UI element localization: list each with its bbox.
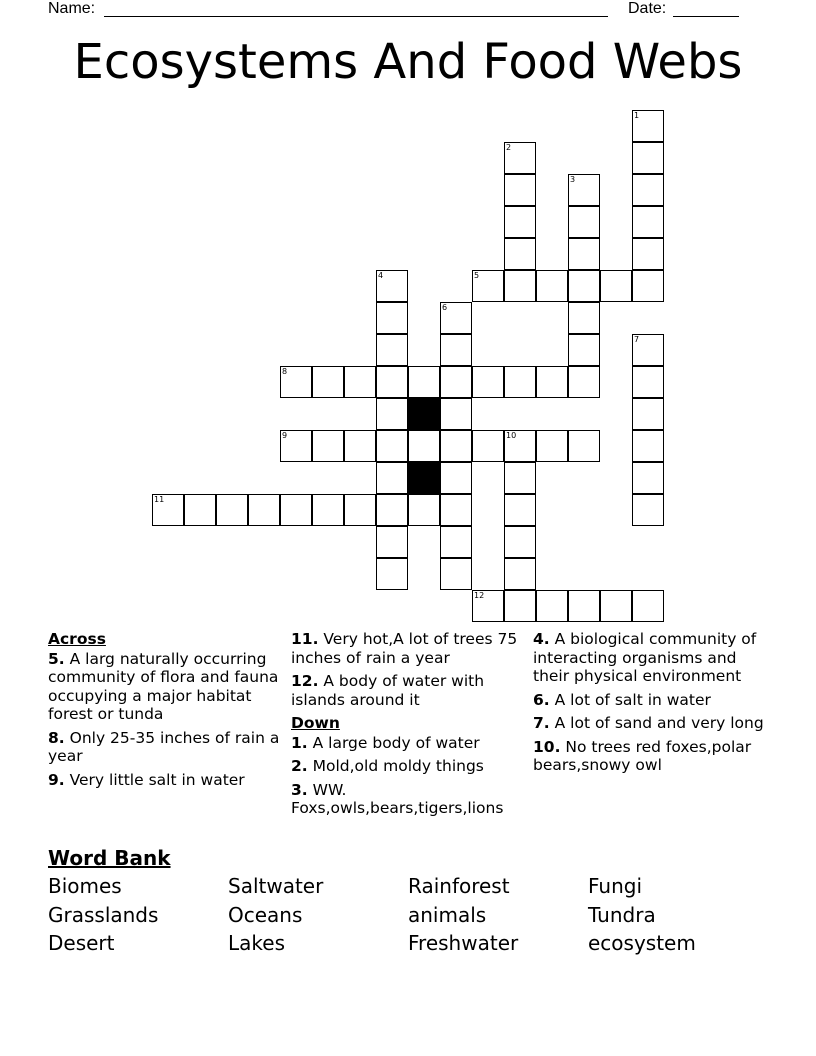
grid-cell[interactable]	[248, 494, 280, 526]
grid-cell[interactable]	[536, 366, 568, 398]
word-bank-word: Freshwater	[408, 931, 519, 955]
clue-number: 11	[154, 495, 165, 504]
grid-cell[interactable]	[376, 398, 408, 430]
grid-cell[interactable]	[568, 238, 600, 270]
grid-cell[interactable]	[440, 430, 472, 462]
word-bank-word: Rainforest	[408, 874, 510, 898]
date-label: Date:	[628, 0, 667, 17]
clue-number: 2	[506, 143, 512, 152]
grid-cell[interactable]	[440, 526, 472, 558]
grid-cell[interactable]	[536, 430, 568, 462]
clue-across-12: 12. A body of water with islands around it	[291, 672, 485, 709]
grid-cell[interactable]	[632, 430, 664, 462]
clue-across-11: 11. Very hot,A lot of trees 75 inches of rain a year	[291, 630, 518, 667]
grid-cell[interactable]	[376, 366, 408, 398]
clue-number: 7	[634, 335, 640, 344]
grid-cell[interactable]	[600, 270, 632, 302]
word-bank-word: Biomes	[48, 874, 122, 898]
grid-cell[interactable]	[504, 206, 536, 238]
word-bank-title: Word Bank	[48, 846, 171, 870]
grid-cell[interactable]	[504, 238, 536, 270]
grid-cell[interactable]	[632, 174, 664, 206]
grid-cell[interactable]	[376, 462, 408, 494]
grid-cell[interactable]	[568, 174, 600, 206]
clues-column-2	[291, 630, 525, 823]
word-bank-word: Desert	[48, 931, 115, 955]
grid-cell[interactable]	[504, 494, 536, 526]
grid-cell[interactable]	[472, 590, 504, 622]
grid-cell[interactable]	[408, 430, 440, 462]
grid-cell[interactable]	[440, 302, 472, 334]
grid-cell[interactable]	[440, 334, 472, 366]
clue-number: 10	[506, 431, 517, 440]
grid-cell[interactable]	[472, 430, 504, 462]
name-label: Name:	[48, 0, 96, 17]
grid-cell[interactable]	[632, 590, 664, 622]
clue-number: 3	[570, 175, 576, 184]
grid-cell[interactable]	[280, 430, 312, 462]
clue-number: 8	[282, 367, 288, 376]
grid-cell[interactable]	[408, 366, 440, 398]
grid-cell[interactable]	[568, 430, 600, 462]
grid-cell[interactable]	[472, 366, 504, 398]
grid-cell[interactable]	[536, 270, 568, 302]
grid-cell[interactable]	[440, 398, 472, 430]
grid-cell[interactable]	[632, 270, 664, 302]
grid-cell[interactable]	[280, 494, 312, 526]
grid-cell[interactable]	[504, 590, 536, 622]
grid-cell[interactable]	[568, 206, 600, 238]
grid-cell-blocked	[408, 462, 440, 494]
clue-down-7: 7. A lot of sand and very long	[533, 714, 764, 732]
grid-cell[interactable]	[376, 302, 408, 334]
clue-down-4: 4. A biological community of interacting organisms and their physical environment	[533, 630, 757, 685]
grid-cell[interactable]	[376, 270, 408, 302]
grid-cell[interactable]	[344, 494, 376, 526]
clue-number: 9	[282, 431, 288, 440]
grid-cell[interactable]	[216, 494, 248, 526]
grid-cell[interactable]	[152, 494, 184, 526]
grid-cell[interactable]	[504, 462, 536, 494]
clue-down-2: 2. Mold,old moldy things	[291, 757, 484, 775]
grid-cell[interactable]	[568, 302, 600, 334]
grid-cell[interactable]	[312, 494, 344, 526]
clue-number: 1	[634, 111, 640, 120]
grid-cell[interactable]	[632, 398, 664, 430]
page-title: Ecosystems And Food Webs	[73, 34, 743, 90]
grid-cell[interactable]	[632, 238, 664, 270]
grid-cell[interactable]	[632, 334, 664, 366]
word-bank-word: Lakes	[228, 931, 285, 955]
across-heading: Across	[48, 630, 106, 648]
clue-number: 12	[474, 591, 485, 600]
grid-cell[interactable]	[504, 174, 536, 206]
clue-number: 4	[378, 271, 384, 280]
grid-cell[interactable]	[504, 558, 536, 590]
grid-cell[interactable]	[568, 334, 600, 366]
word-bank-word: Oceans	[228, 903, 303, 927]
grid-cell[interactable]	[504, 270, 536, 302]
clue-down-1: 1. A large body of water	[291, 733, 480, 752]
grid-cell[interactable]	[568, 366, 600, 398]
grid-cell[interactable]	[632, 142, 664, 174]
grid-cell[interactable]	[504, 366, 536, 398]
grid-cell[interactable]	[568, 270, 600, 302]
grid-cell[interactable]	[504, 526, 536, 558]
grid-cell-blocked	[408, 398, 440, 430]
grid-cell[interactable]	[632, 110, 664, 142]
clue-down-10: 10. No trees red foxes,polar bears,snowy owl	[533, 737, 752, 774]
grid-cell[interactable]	[312, 430, 344, 462]
grid-cell[interactable]	[632, 462, 664, 494]
word-bank-word: Tundra	[588, 903, 656, 927]
word-bank-word: Saltwater	[228, 874, 324, 898]
grid-cell[interactable]	[408, 494, 440, 526]
grid-cell[interactable]	[280, 366, 312, 398]
down-heading: Down	[291, 714, 340, 732]
word-bank-word: animals	[408, 903, 487, 927]
grid-cell[interactable]	[440, 462, 472, 494]
grid-cell[interactable]	[600, 590, 632, 622]
grid-cell[interactable]	[440, 366, 472, 398]
grid-cell[interactable]	[440, 494, 472, 526]
clue-number: 5	[474, 271, 480, 280]
word-bank-word: Fungi	[588, 874, 643, 898]
grid-cell[interactable]	[376, 334, 408, 366]
clues-column-3	[533, 630, 767, 780]
grid-cell[interactable]	[472, 270, 504, 302]
grid-cell[interactable]	[632, 366, 664, 398]
grid-cell[interactable]	[632, 494, 664, 526]
grid-cell[interactable]	[632, 206, 664, 238]
word-bank-word: ecosystem	[588, 931, 696, 955]
grid-cell[interactable]	[312, 366, 344, 398]
grid-cell[interactable]	[504, 430, 536, 462]
grid-cell[interactable]	[504, 142, 536, 174]
grid-cell[interactable]	[568, 590, 600, 622]
grid-cell[interactable]	[376, 526, 408, 558]
clue-across-8: 8. Only 25-35 inches of rain a year	[48, 728, 280, 765]
grid-cell[interactable]	[440, 558, 472, 590]
clue-number: 6	[442, 303, 448, 312]
grid-cell[interactable]	[376, 430, 408, 462]
clue-across-5: 5. A larg naturally occurring community of flora and fauna occupying a major habitat forest or tunda	[48, 649, 279, 723]
grid-cell[interactable]	[536, 590, 568, 622]
clues-column-1	[48, 630, 282, 794]
word-bank-word: Grasslands	[48, 903, 159, 927]
clue-down-6: 6. A lot of salt in water	[533, 690, 711, 709]
grid-cell[interactable]	[184, 494, 216, 526]
grid-cell[interactable]	[344, 366, 376, 398]
clue-down-3: 3. WW. Foxs,owls,bears,tigers,lions	[291, 780, 504, 817]
grid-cell[interactable]	[376, 558, 408, 590]
clue-across-9: 9. Very little salt in water	[48, 770, 245, 789]
grid-cell[interactable]	[376, 494, 408, 526]
grid-cell[interactable]	[344, 430, 376, 462]
